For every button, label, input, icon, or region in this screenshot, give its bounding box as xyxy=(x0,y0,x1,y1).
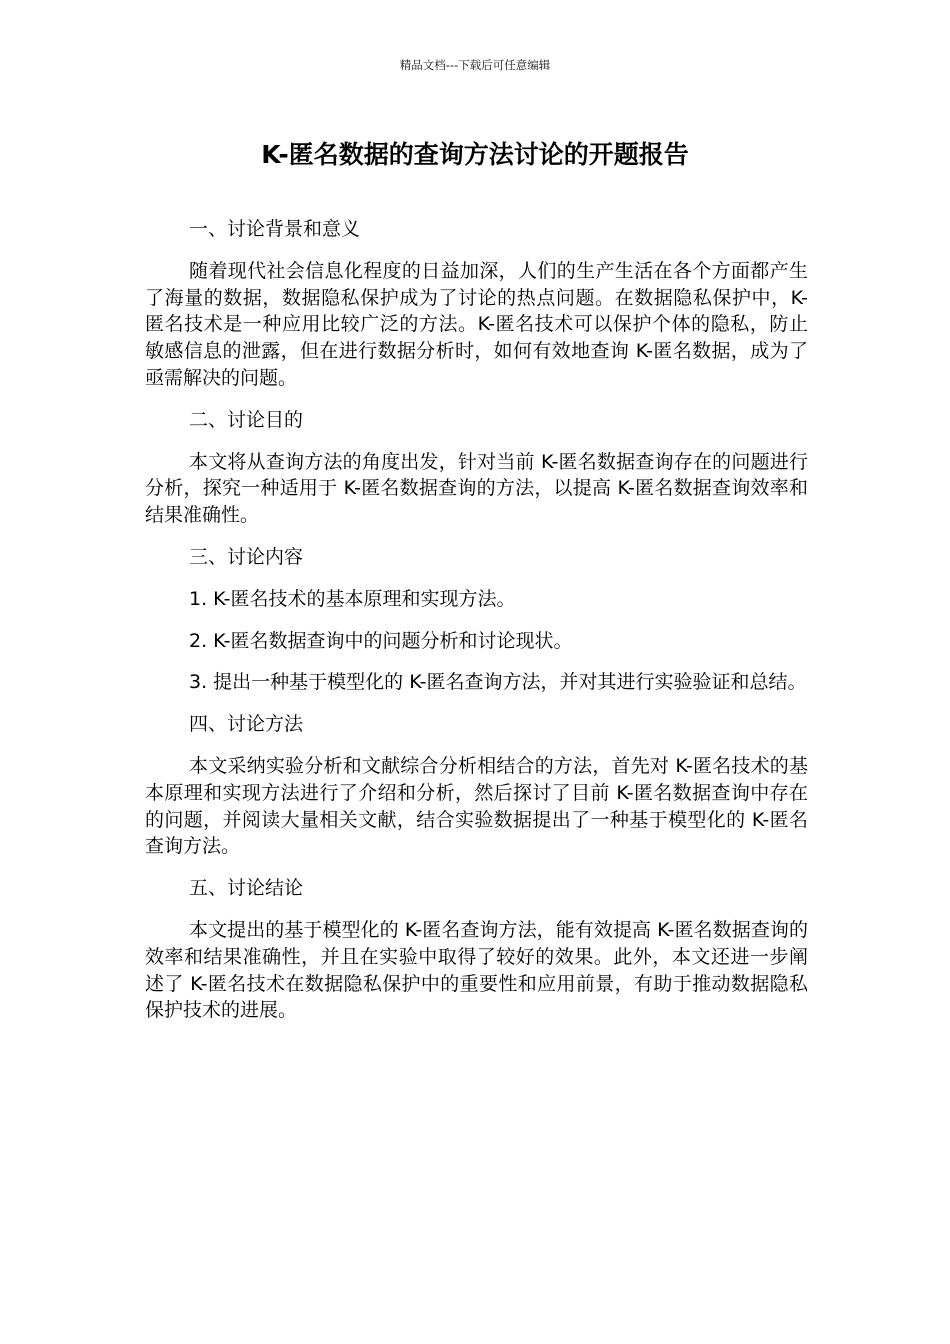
document-body xyxy=(145,216,808,1039)
list-item: 2. K-匿名数据查询中的问题分析和讨论现状。 xyxy=(189,629,573,652)
list-item: 1. K-匿名技术的基本原理和实现方法。 xyxy=(189,587,516,610)
paragraph: 本文将从查询方法的角度出发，针对当前 K-匿名数据查询存在的问题进行分析，探究一种适用于 K-匿名数据查询的方法，以提高 K-匿名数据查询效率和结果准确性。 xyxy=(145,450,808,527)
section-content xyxy=(145,544,808,696)
section-heading: 三、讨论内容 xyxy=(189,545,304,568)
paragraph: 本文提出的基于模型化的 K-匿名查询方法，能有效提高 K-匿名数据查询的效率和结果准确性，并且在实验中取得了较好的效果。此外，本文还进一步阐述了 K-匿名技术在数据隐私保护中的重要性和应用前景，有助于推动数据隐私保护技术的进展。 xyxy=(145,918,808,1022)
paragraph: 随着现代社会信息化程度的日益加深，人们的生产生活在各个方面都产生了海量的数据，数据隐私保护成为了讨论的热点问题。在数据隐私保护中，K-匿名技术是一种应用比较广泛的方法。K-匿名技术可以保护个体的隐私，防止敏感信息的泄露，但在进行数据分析时，如何有效地查询 K-匿名数据，成为了亟需解决的问题。 xyxy=(145,259,808,389)
section-heading: 一、讨论背景和意义 xyxy=(189,218,361,240)
section-heading: 五、讨论结论 xyxy=(189,877,304,900)
section-purpose xyxy=(145,407,808,529)
section-background xyxy=(145,216,808,392)
paragraph: 本文采纳实验分析和文献综合分析相结合的方法，首先对 K-匿名技术的基本原理和实现方法进行了介绍和分析，然后探讨了目前 K-匿名数据查询中存在的问题，并阅读大量相关文献，结合实验数据提出了一种基于模型化的 K-匿名查询方法。 xyxy=(145,754,808,858)
document-title: K-匿名数据的查询方法讨论的开题报告 xyxy=(261,140,689,169)
list-item: 3. 提出一种基于模型化的 K-匿名查询方法，并对其进行实验验证和总结。 xyxy=(189,671,807,694)
page-header: 精品文档---下载后可任意编辑 xyxy=(399,58,551,72)
section-conclusion xyxy=(145,875,808,1024)
section-heading: 二、讨论目的 xyxy=(189,408,304,431)
section-method xyxy=(145,711,808,860)
section-heading: 四、讨论方法 xyxy=(189,713,304,736)
